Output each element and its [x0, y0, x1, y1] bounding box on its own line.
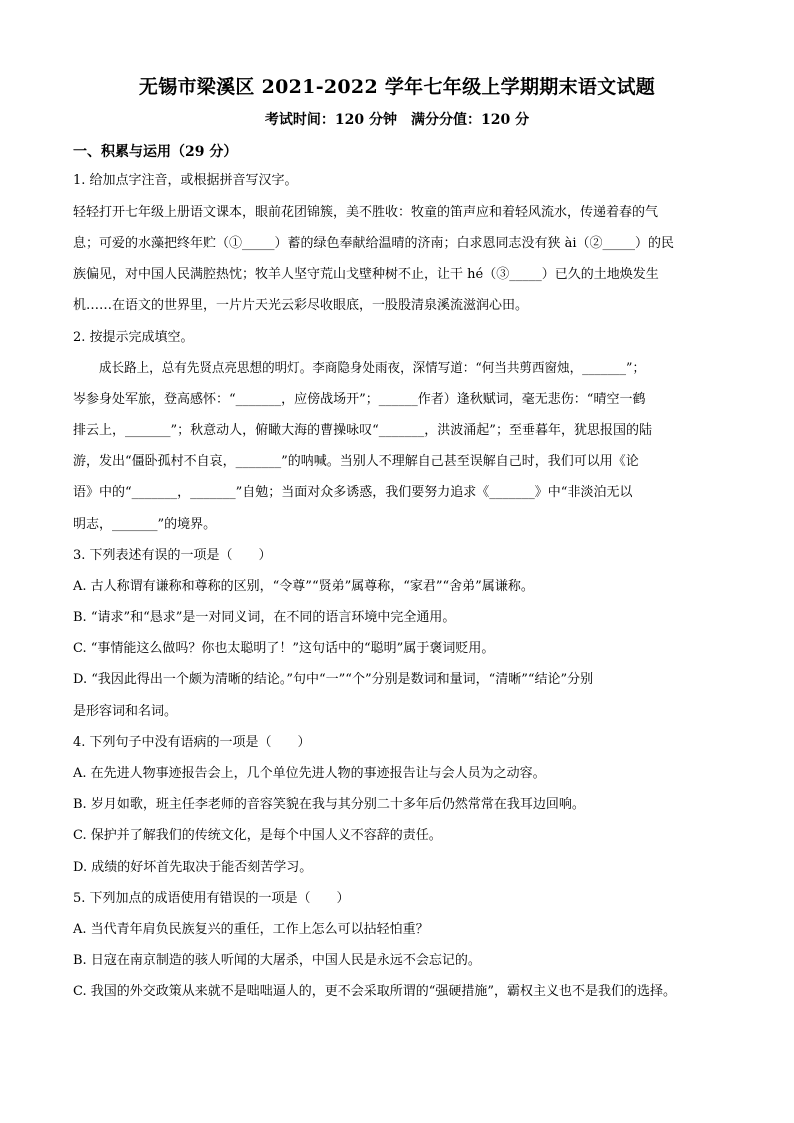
question-2-text-line: 岑参身处军旅，登高感怀：“_______，应傍战场开”；______作者）逢秋赋词，毫无悲伤：“晴空一鹤: [73, 392, 646, 407]
question-2-text-line: 语》中的“_______，_______”自勉；当面对众多诱惑，我们要努力追求《_______》中“非淡泊无以: [73, 485, 633, 500]
question-2-prompt: 2. 按提示完成填空。: [73, 330, 194, 345]
question-1-text-line: 族偏见，对中国人民满腔热忱；牧羊人坚守荒山戈壁种树不止，让干 hé（③_____）已久的土地焕发生: [73, 267, 659, 282]
question-4-option-a: A. 在先进人物事迹报告会上，几个单位先进人物的事迹报告让与会人员为之动容。: [73, 766, 546, 781]
question-5-prompt: 5. 下列加点的成语使用有错误的一项是（ ）: [73, 891, 350, 906]
question-4-option-d: D. 成绩的好坏首先取决于能否刻苦学习。: [73, 860, 313, 875]
question-3-prompt: 3. 下列表述有误的一项是（ ）: [73, 548, 272, 563]
question-4-option-c: C. 保护并了解我们的传统文化，是每个中国人义不容辞的责任。: [73, 828, 442, 843]
page-title: 无锡市梁溪区 2021-2022 学年七年级上学期期末语文试题: [138, 76, 656, 98]
question-4-prompt: 4. 下列句子中没有语病的一项是（ ）: [73, 735, 311, 750]
question-3-option-a: A. 古人称谓有谦称和尊称的区别，“令尊”“贤弟”属尊称，“家君”“舍弟”属谦称。: [73, 579, 534, 594]
question-4-option-b: B. 岁月如歌，班主任李老师的音容笑貌在我与其分别二十多年后仍然常常在我耳边回响。: [73, 797, 585, 812]
section-heading: 一、积累与运用（29 分）: [73, 144, 238, 160]
question-5-option-a: A. 当代青年肩负民族复兴的重任，工作上怎么可以拈轻怕重？: [73, 922, 429, 937]
question-3-option-b: B. “请求”和“恳求”是一对同义词，在不同的语言环境中完全通用。: [73, 610, 456, 625]
question-2-text-line: 排云上，_______”；秋意动人，俯瞰大海的曹操咏叹“_______，洪波涌起”；至垂暮年，犹思报国的陆: [73, 423, 652, 438]
question-3-option-d: D. “我因此得出一个颇为清晰的结论。”句中“一”“个”分别是数词和量词，“清晰”“结论”分别: [73, 672, 594, 687]
question-3-option-c: C. “事情能这么做吗？你也太聪明了！”这句话中的“聪明”属于褒词贬用。: [73, 641, 495, 656]
question-5-option-c: C. 我国的外交政策从来就不是咄咄逼人的，更不会采取所谓的“强硬措施”，霸权主义也不是我们的选择。: [73, 984, 677, 999]
question-2-text-line: 游，发出“僵卧孤村不自哀，_______”的呐喊。当别人不理解自己甚至误解自己时，我们可以用《论: [73, 454, 639, 469]
question-5-option-b: B. 日寇在南京制造的骇人听闻的大屠杀，中国人民是永远不会忘记的。: [73, 953, 481, 968]
question-1-text-line: 轻轻打开七年级上册语文课本，眼前花团锦簇，美不胜收：牧童的笛声应和着轻风流水，传递着春的气: [73, 205, 659, 220]
exam-info: 考试时间：120 分钟 满分分值：120 分: [264, 112, 530, 128]
question-1-text-line: 息；可爱的水藻把终年贮（①_____）蓄的绿色奉献给温晴的济南；白求恩同志没有狭 ài（②_____）的民: [73, 236, 675, 251]
question-2-text-line: 明志，_______”的境界。: [73, 517, 217, 532]
question-2-text-line: 成长路上，总有先贤点亮思想的明灯。李商隐身处雨夜，深情写道：“何当共剪西窗烛，_______”；: [99, 361, 645, 376]
question-3-option-d-cont: 是形容词和名词。: [73, 704, 178, 719]
question-1-prompt: 1. 给加点字注音，或根据拼音写汉字。: [73, 173, 298, 188]
question-1-text-line: 机……在语文的世界里，一片片天光云彩尽收眼底，一股股清泉溪流滋润心田。: [73, 298, 529, 313]
